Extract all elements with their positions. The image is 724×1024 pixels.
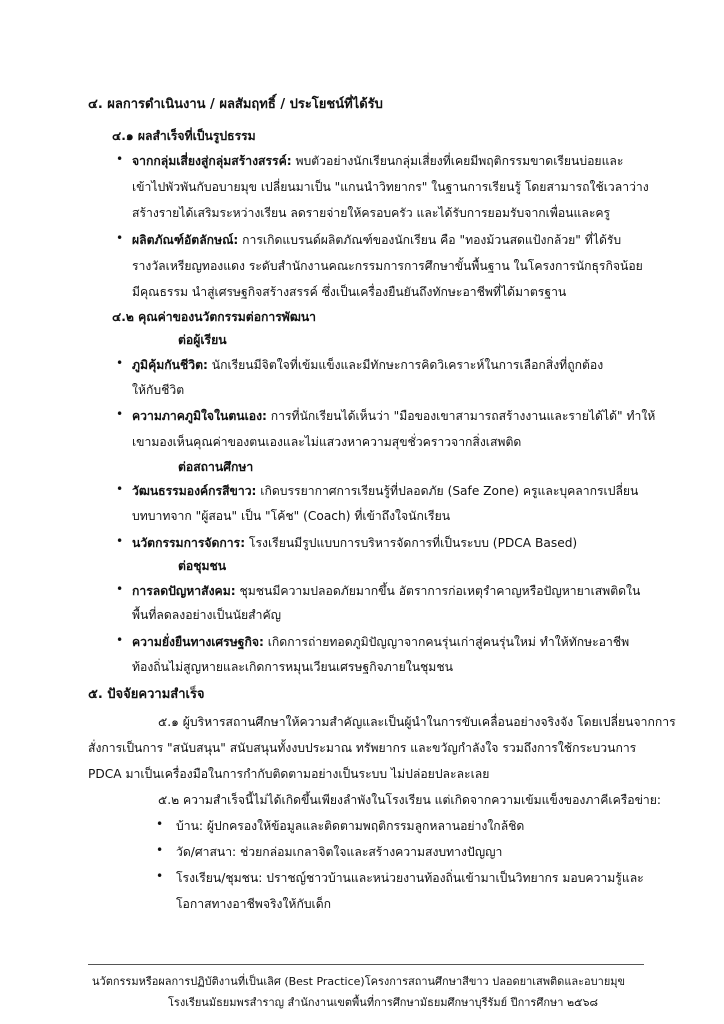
item-text-continued: พื้นที่ลดลงอย่างเป็นนัยสำคัญ [132,608,281,622]
item-text: บ้าน: ผู้ปกครองให้ข้อมูลและติดตามพฤติกรรมลูกหลานอย่างใกล้ชิด [176,819,525,833]
item-text: โรงเรียนมีรูปแบบการบริหารจัดการที่เป็นระบบ (PDCA Based) [245,536,578,550]
item-text: ชุมชนมีความปลอดภัยมากขึ้น อัตราการก่อเหตุรำคาญหรือปัญหายาเสพติดใน [235,584,641,598]
item-text-continued: โอกาสทางอาชีพจริงให้กับเด็ก [176,897,332,911]
item-text: การเกิดแบรนด์ผลิตภัณฑ์ของนักเรียน คือ "ทองม้วนสดแป้งกล้วย" ที่ได้รับ [238,233,622,247]
section-4-heading: ๔. ผลการดำเนินงาน / ผลสัมฤทธิ์ / ประโยชน์ที่ได้รับ [88,97,383,112]
bullet-icon: • [156,817,164,831]
item-text-continued: สร้างรายได้เสริมระหว่างเรียน ลดรายจ่ายให้ครอบครัว และได้รับการยอมรับจากเพื่อนและครู [132,206,611,220]
group-title-school: ต่อสถานศึกษา [178,460,254,474]
item-label: ผลิตภัณฑ์อัตลักษณ์: [132,233,239,247]
section-4-1-heading: ๔.๑ ผลสำเร็จที่เป็นรูปธรรม [112,129,256,143]
item-text-continued: มีคุณธรรม นำสู่เศรษฐกิจสร้างสรรค์ ซึ่งเป็นเครื่องยืนยันถึงทักษะอาชีพที่ได้มาตรฐาน [132,285,567,299]
bullet-icon: • [156,869,164,883]
item-label: ภูมิคุ้มกันชีวิต: [132,358,208,372]
item-text: โรงเรียน/ชุมชน: ปราชญ์ชาวบ้านและหน่วยงานท้องถิ่นเข้ามาเป็นวิทยากร มอบความรู้และ [176,871,644,885]
item-text-continued: ให้กับชีวิต [132,383,185,397]
paragraph-5-1-continued: PDCA มาเป็นเครื่องมือในการกำกับติดตามอย่างเป็นระบบ ไม่ปล่อยปละละเลย [88,767,490,781]
bullet-icon: • [116,152,124,166]
item-label: จากกลุ่มเสี่ยงสู่กลุ่มสร้างสรรค์: [132,154,292,168]
paragraph-5-1: ๕.๑ ผู้บริหารสถานศึกษาให้ความสำคัญและเป็นผู้นำในการขับเคลื่อนอย่างจริงจัง โดยเปลี่ยนจากการ [158,715,676,729]
paragraph-5-2: ๕.๒ ความสำเร็จนี้ไม่ได้เกิดขึ้นเพียงลำพังในโรงเรียน แต่เกิดจากความเข้มแข็งของภาคีเครือข่าย: [158,793,662,807]
item-text: เกิดบรรยากาศการเรียนรู้ที่ปลอดภัย (Safe Zone) ครูและบุคลากรเปลี่ยน [256,484,639,498]
bullet-icon: • [116,482,124,496]
item-text-continued: เข้าไปพัวพันกับอบายมุข เปลี่ยนมาเป็น "แกนนำวิทยากร" ในฐานการเรียนรู้ โดยสามารถใช้เวลาว่าง [132,180,649,194]
footer-divider [88,964,644,965]
item-label: ความยั่งยืนทางเศรษฐกิจ: [132,635,264,649]
item-text: เกิดการถ่ายทอดภูมิปัญญาจากคนรุ่นเก่าสู่คนรุ่นใหม่ ทำให้ทักษะอาชีพ [263,635,630,649]
item-text: พบตัวอย่างนักเรียนกลุ่มเสี่ยงที่เคยมีพฤติกรรมขาดเรียนบ่อยและ [291,154,624,168]
bullet-icon: • [116,582,124,596]
item-text: นักเรียนมีจิตใจที่เข้มแข็งและมีทักษะการคิดวิเคราะห์ในการเลือกสิ่งที่ถูกต้อง [207,358,604,372]
group-title-community: ต่อชุมชน [178,559,227,573]
item-label: ความภาคภูมิใจในตนเอง: [132,409,267,423]
item-text-continued: บทบาทจาก "ผู้สอน" เป็น "โค้ช" (Coach) ที่เข้าถึงใจนักเรียน [132,509,451,523]
footer-line-2: โรงเรียนมัธยมพรสำราญ สำนักงานเขตพื้นที่การศึกษามัธยมศึกษาบุรีรัมย์ ปีการศึกษา ๒๕๖๘ [168,996,598,1009]
item-text-continued: เขามองเห็นคุณค่าของตนเองและไม่แสวงหาความสุขชั่วคราวจากสิ่งเสพติด [132,435,522,449]
bullet-icon: • [116,231,124,245]
item-label: วัฒนธรรมองค์กรสีขาว: [132,484,257,498]
footer-line-1: นวัตกรรมหรือผลการปฏิบัติงานที่เป็นเลิศ (Best Practice)โครงการสถานศึกษาสีขาว ปลอดยาเสพติดและอบายมุข [92,975,626,988]
item-label: นวัตกรรมการจัดการ: [132,536,246,550]
bullet-icon: • [156,843,164,857]
item-text: วัด/ศาสนา: ช่วยกล่อมเกลาจิตใจและสร้างความสงบทางปัญญา [176,845,503,859]
paragraph-5-1-continued: สั่งการเป็นการ "สนับสนุน" สนับสนุนทั้งงบประมาณ ทรัพยากร และขวัญกำลังใจ รวมถึงการใช้กระบวนการ [88,741,637,755]
item-text-continued: ท้องถิ่นไม่สูญหายและเกิดการหมุนเวียนเศรษฐกิจภายในชุมชน [132,660,453,674]
bullet-icon: • [116,407,124,421]
section-5-heading: ๕. ปัจจัยความสำเร็จ [88,687,205,702]
bullet-icon: • [116,633,124,647]
group-title-learners: ต่อผู้เรียน [178,333,227,347]
item-text: การที่นักเรียนได้เห็นว่า "มือของเขาสามารถสร้างงานและรายได้ได้" ทำให้ [266,409,656,423]
bullet-icon: • [116,356,124,370]
item-label: การลดปัญหาสังคม: [132,584,236,598]
bullet-icon: • [116,534,124,548]
section-4-2-heading: ๔.๒ คุณค่าของนวัตกรรมต่อการพัฒนา [112,310,317,324]
item-text-continued: รางวัลเหรียญทองแดง ระดับสำนักงานคณะกรรมการการศึกษาขั้นพื้นฐาน ในโครงการนักธุรกิจน้อย [132,259,643,273]
